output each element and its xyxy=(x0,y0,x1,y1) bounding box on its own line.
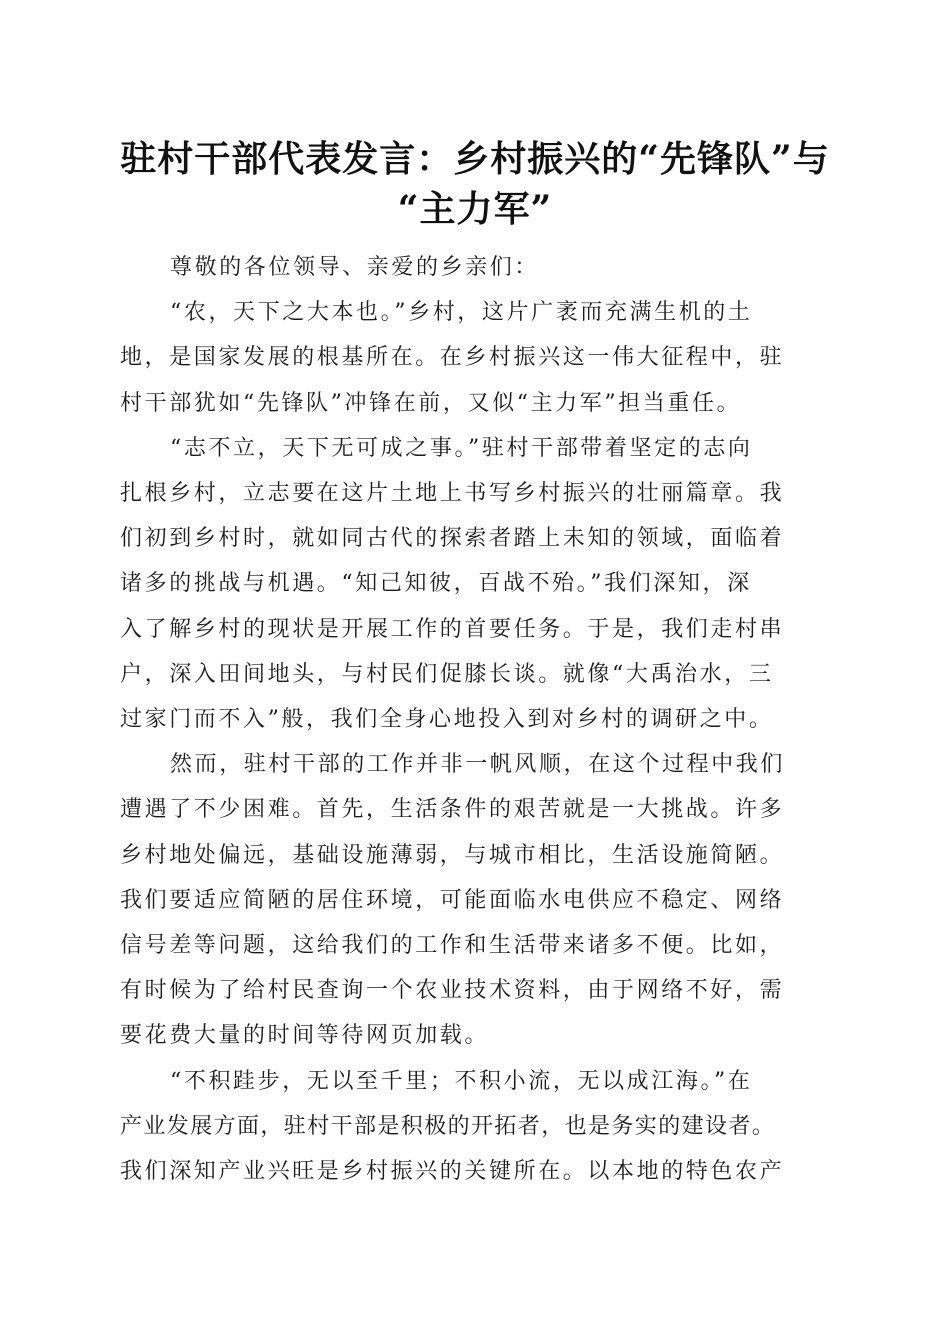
paragraph-line: 我们深知产业兴旺是乡村振兴的关键所在。以本地的特色农产 xyxy=(120,1159,785,1185)
paragraph-line: 地，是国家发展的根基所在。在乡村振兴这一伟大征程中，驻 xyxy=(120,345,785,371)
paragraph-line: 乡村地处偏远，基础设施薄弱，与城市相比，生活设施简陋。 xyxy=(120,842,785,868)
paragraph-line: “农，天下之大本也。”乡村，这片广袤而充满生机的土 xyxy=(170,300,753,326)
paragraph-line: 产业发展方面，驻村干部是积极的开拓者，也是务实的建设者。 xyxy=(120,1113,776,1139)
document-body xyxy=(120,245,832,1194)
paragraph-line: 过家门而不入”般，我们全身心地投入到对乡村的调研之中。 xyxy=(120,707,774,733)
paragraph-line: 遭遇了不少困难。首先，生活条件的艰苦就是一大挑战。许多 xyxy=(120,797,785,823)
paragraph-line: 然而，驻村干部的工作并非一帆风顺，在这个过程中我们 xyxy=(170,752,786,778)
paragraph-line: “志不立，天下无可成之事。”驻村干部带着坚定的志向 xyxy=(170,435,753,461)
title-line-1: 驻村干部代表发言：乡村振兴的“先锋队”与 xyxy=(120,138,830,180)
document-title xyxy=(100,134,850,234)
paragraph-line: 村干部犹如“先锋队”冲锋在前，又似“主力军”担当重任。 xyxy=(120,390,742,416)
paragraph-line: 要花费大量的时间等待网页加载。 xyxy=(120,1023,490,1049)
paragraph-line: 诸多的挑战与机遇。“知己知彼，百战不殆。”我们深知，深 xyxy=(120,571,752,597)
paragraph-line: “不积跬步，无以至千里；不积小流，无以成江海。”在 xyxy=(170,1068,753,1094)
paragraph-line: 扎根乡村，立志要在这片土地上书写乡村振兴的壮丽篇章。我 xyxy=(120,481,785,507)
paragraph-line: 信号差等问题，这给我们的工作和生活带来诸多不便。比如， xyxy=(120,933,785,959)
paragraph-line: 我们要适应简陋的居住环境，可能面临水电供应不稳定、网络 xyxy=(120,887,785,913)
paragraph-line: 入了解乡村的现状是开展工作的首要任务。于是，我们走村串 xyxy=(120,616,785,642)
paragraph-line: 们初到乡村时，就如同古代的探索者踏上未知的领域，面临着 xyxy=(120,526,785,552)
paragraph-line: 有时候为了给村民查询一个农业技术资料，由于网络不好，需 xyxy=(120,978,785,1004)
paragraph-line: 户，深入田间地头，与村民们促膝长谈。就像“大禹治水，三 xyxy=(120,661,774,687)
salutation: 尊敬的各位领导、亲爱的乡亲们： xyxy=(170,255,540,280)
title-line-2: “主力军” xyxy=(397,188,553,230)
